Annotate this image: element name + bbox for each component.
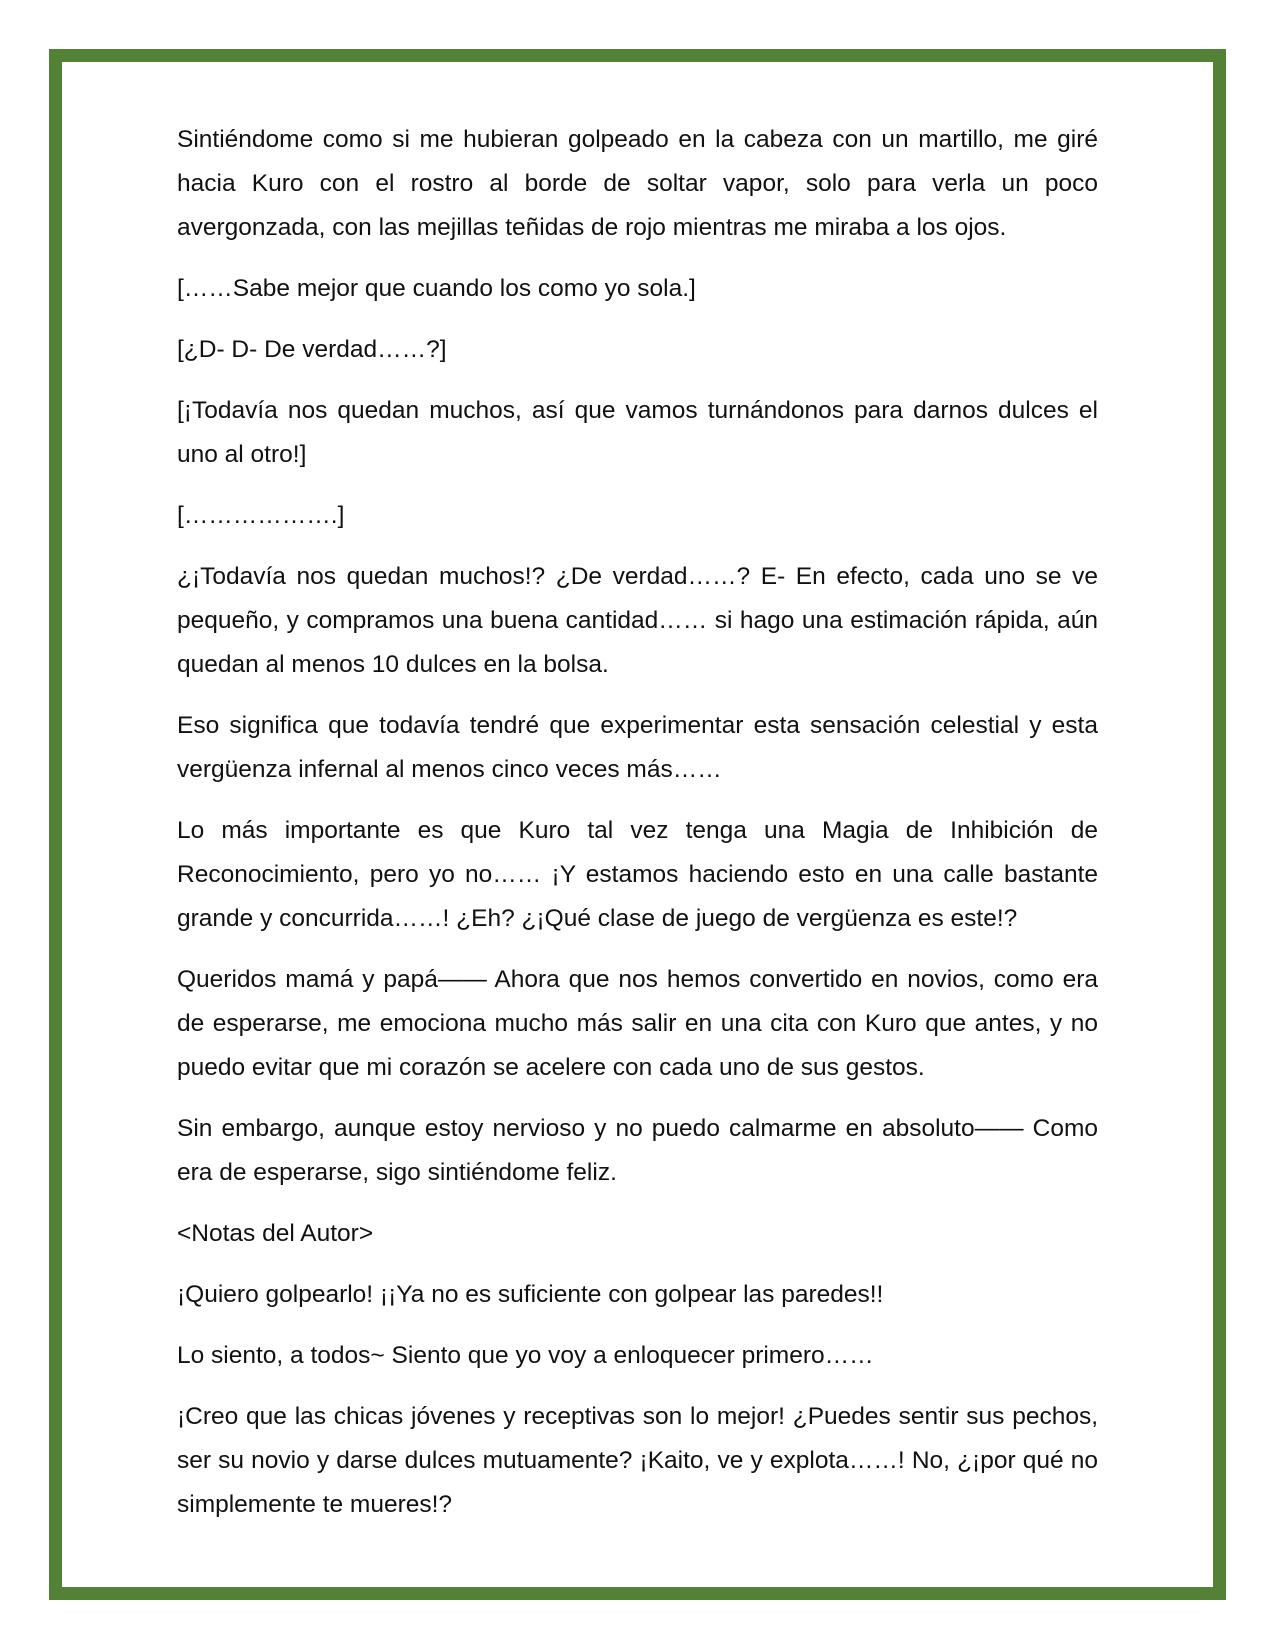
author-notes-heading: <Notas del Autor> — [177, 1220, 374, 1247]
paragraph-3: [¿D- D- De verdad……?] — [177, 336, 447, 363]
paragraph-10: Sin embargo, aunque estoy nervioso y no puedo calmarme en absoluto—— Como era de esperarse, sigo sintiéndome feliz. — [177, 1115, 1098, 1186]
paragraph-5: [……………….] — [177, 502, 345, 529]
paragraph-6: ¿¡Todavía nos quedan muchos!? ¿De verdad……? E- En efecto, cada uno se ve pequeño, y compramos una buena cantidad…… si hago una estimación rápida, aún quedan al menos 10 dulces en la bolsa. — [177, 563, 1098, 678]
paragraph-12: ¡Quiero golpearlo! ¡¡Ya no es suficiente con golpear las paredes!! — [177, 1281, 884, 1308]
paragraph-2: [……Sabe mejor que cuando los como yo sola.] — [177, 275, 696, 302]
document-body — [177, 118, 1098, 1544]
paragraph-4: [¡Todavía nos quedan muchos, así que vamos turnándonos para darnos dulces el uno al otro!] — [177, 397, 1098, 468]
paragraph-14: ¡Creo que las chicas jóvenes y receptivas son lo mejor! ¿Puedes sentir sus pechos, ser su novio y darse dulces mutuamente? ¡Kaito, ve y explota……! No, ¿¡por qué no simplemente te mueres!? — [177, 1403, 1098, 1518]
paragraph-9: Queridos mamá y papá—— Ahora que nos hemos convertido en novios, como era de esperarse, me emociona mucho más salir en una cita con Kuro que antes, y no puedo evitar que mi corazón se acelere con cada uno de sus gestos. — [177, 966, 1098, 1081]
paragraph-7: Eso significa que todavía tendré que experimentar esta sensación celestial y esta vergüenza infernal al menos cinco veces más…… — [177, 712, 1098, 783]
paragraph-8: Lo más importante es que Kuro tal vez tenga una Magia de Inhibición de Reconocimiento, pero yo no…… ¡Y estamos haciendo esto en una calle bastante grande y concurrida……! ¿Eh? ¿¡Qué clase de juego de vergüenza es este!? — [177, 817, 1098, 932]
paragraph-13: Lo siento, a todos~ Siento que yo voy a enloquecer primero…… — [177, 1342, 874, 1369]
paragraph-1: Sintiéndome como si me hubieran golpeado en la cabeza con un martillo, me giré hacia Kuro con el rostro al borde de soltar vapor, solo para verla un poco avergonzada, con las mejillas teñidas de rojo mientras me miraba a los ojos. — [177, 126, 1098, 241]
